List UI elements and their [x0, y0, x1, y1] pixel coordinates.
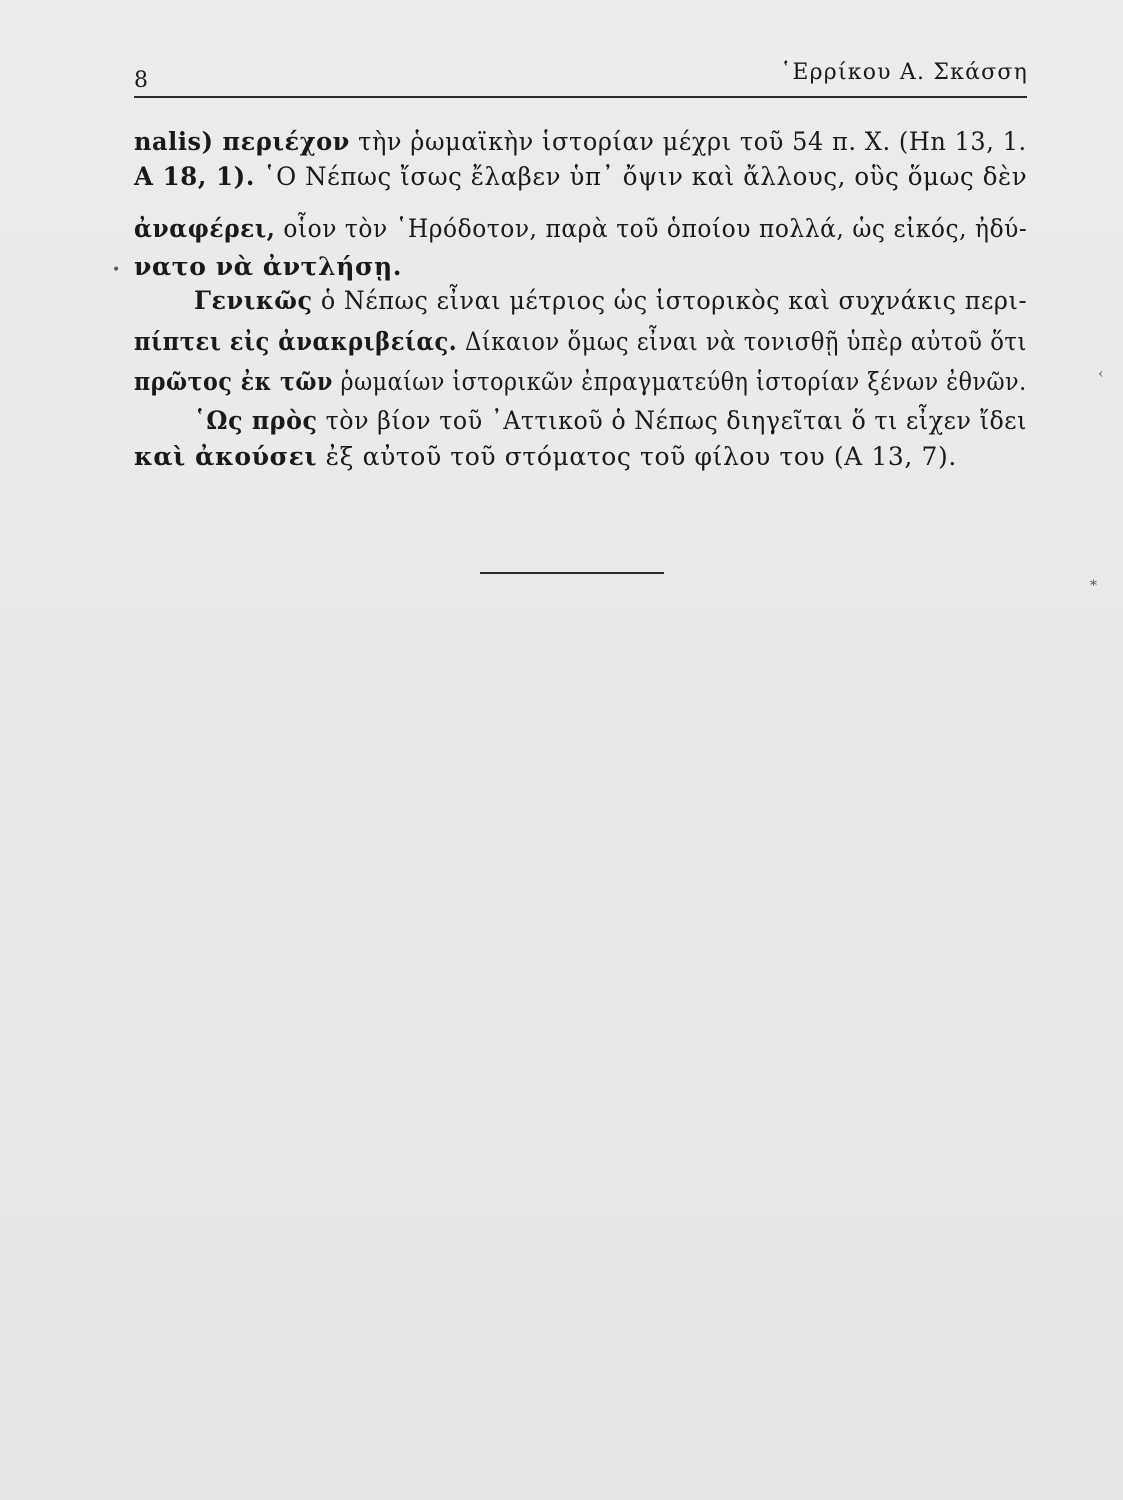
text-line: πίπτει εἰς ἀνακριβείας. Δίκαιον ὅμως εἶναι νὰ τονισθῇ ὑπὲρ αὐτοῦ ὅτι [134, 327, 1027, 356]
header-rule [134, 96, 1027, 98]
running-head: ῾Ερρίκου Α. Σκάσση [780, 60, 1028, 85]
text-line: ἀναφέρει, οἷον τὸν ῾Ηρόδοτον, παρὰ τοῦ ὁποίου πολλά, ὡς εἰκός, ἠδύ- [134, 214, 1028, 243]
page-number: 8 [134, 68, 149, 93]
text-line: πρῶτος ἐκ τῶν ῥωμαίων ἱστορικῶν ἐπραγματεύθη ἱστορίαν ξένων ἐθνῶν. [134, 367, 1027, 396]
text-line: νατο νὰ ἀντλήσῃ. [134, 252, 403, 281]
text-line: Γενικῶς ὁ Νέπως εἶναι μέτριος ὡς ἱστορικὸς καὶ συχνάκις περι- [194, 286, 1028, 315]
section-separator [480, 572, 664, 574]
scan-speck: ‹ [1098, 366, 1104, 382]
scan-speck: * [1090, 578, 1097, 594]
text-line: καὶ ἀκούσει ἐξ αὐτοῦ τοῦ στόματος τοῦ φίλου του (A 13, 7). [134, 442, 957, 471]
text-line: A 18, 1). ῾Ο Νέπως ἴσως ἔλαβεν ὑπ᾽ ὄψιν καὶ ἄλλους, οὓς ὅμως δὲν [134, 162, 1028, 191]
scan-speck: • [112, 262, 121, 278]
text-line: ῾Ως πρὸς τὸν βίον τοῦ ᾽Αττικοῦ ὁ Νέπως διηγεῖται ὅ τι εἶχεν ἴδει [194, 406, 1027, 435]
text-line: nalis) περιέχον τὴν ῥωμαϊκὴν ἱστορίαν μέχρι τοῦ 54 π. Χ. (Hn 13, 1. [134, 127, 1027, 156]
